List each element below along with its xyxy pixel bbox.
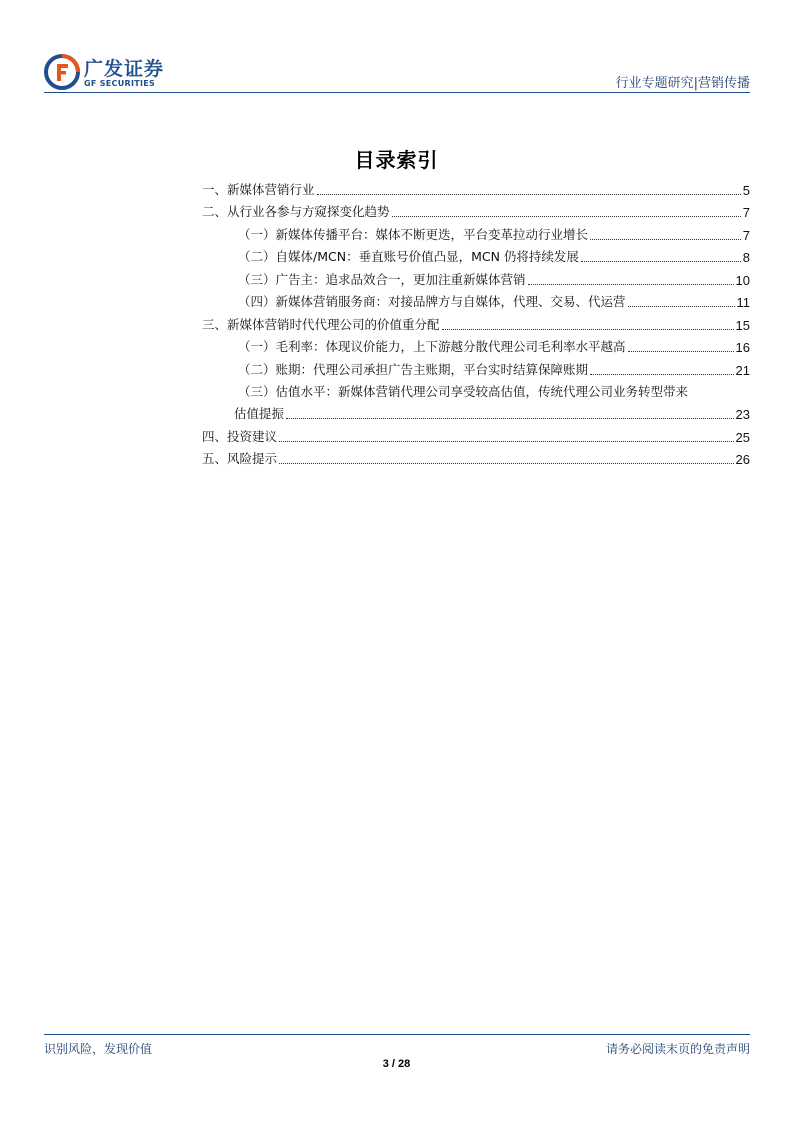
table-of-contents — [202, 177, 750, 469]
toc-entry-2[interactable] — [202, 200, 750, 223]
page-header — [44, 52, 750, 92]
report-category: 行业专题研究|营销传播 — [615, 76, 750, 91]
toc-entry-2-1[interactable] — [202, 222, 750, 245]
logo-english-name: GF SECURITIES — [84, 79, 156, 88]
toc-entry-text: （一）新媒体传播平台：媒体不断更迭，平台变革拉动行业增长 — [238, 226, 589, 242]
toc-leader — [286, 418, 734, 419]
page-number: 3 / 28 — [382, 1058, 411, 1070]
toc-entry-page: 7 — [742, 205, 750, 220]
toc-leader — [317, 194, 741, 195]
toc-entry-text: 二、从行业各参与方窥探变化趋势 — [202, 204, 390, 219]
toc-entry-page: 10 — [735, 272, 750, 288]
toc-leader — [392, 216, 741, 217]
toc-entry-text: 五、风险提示 — [202, 451, 278, 466]
toc-leader — [628, 351, 734, 352]
toc-entry-page: 16 — [735, 340, 750, 355]
toc-leader — [590, 239, 741, 240]
toc-entry-5[interactable] — [202, 447, 750, 470]
toc-entry-2-3[interactable] — [202, 267, 750, 290]
toc-entry-3-2[interactable] — [202, 357, 750, 380]
company-logo — [44, 54, 184, 88]
toc-entry-page: 26 — [735, 452, 750, 467]
toc-entry-page: 8 — [742, 250, 750, 265]
toc-entry-text: 一、新媒体营销行业 — [202, 181, 315, 197]
toc-entry-page: 5 — [742, 182, 750, 198]
toc-entry-3-1[interactable] — [202, 335, 750, 358]
toc-entry-text: 估值提振 — [234, 406, 285, 421]
toc-leader — [628, 306, 735, 307]
toc-entry-3[interactable] — [202, 312, 750, 335]
toc-entry-page: 23 — [735, 407, 750, 422]
toc-entry-1[interactable] — [202, 177, 750, 200]
footer-slogan: 识别风险，发现价值 — [44, 1042, 153, 1056]
toc-entry-text: （二）账期：代理公司承担广告主账期，平台实时结算保障账期 — [238, 361, 589, 377]
toc-entry-page: 15 — [735, 317, 750, 333]
toc-entry-page: 7 — [742, 227, 750, 243]
toc-entry-3-3-continued[interactable] — [202, 402, 750, 425]
toc-entry-3-3[interactable] — [202, 380, 750, 402]
toc-leader — [279, 463, 734, 464]
toc-title: 目录索引 — [354, 148, 439, 172]
footer-divider — [44, 1034, 750, 1035]
toc-entry-text: （一）毛利率：体现议价能力，上下游越分散代理公司毛利率水平越高 — [238, 339, 626, 354]
toc-leader — [528, 284, 734, 285]
toc-leader — [442, 329, 734, 330]
toc-entry-text: （二）自媒体/MCN：垂直账号价值凸显，MCN 仍将持续发展 — [238, 249, 579, 264]
toc-entry-4[interactable] — [202, 424, 750, 447]
logo-chinese-name: 广发证券 — [84, 58, 165, 80]
toc-entry-text: 四、投资建议 — [202, 428, 278, 444]
toc-entry-text: （四）新媒体营销服务商：对接品牌方与自媒体，代理、交易、代运营 — [238, 294, 626, 309]
toc-entry-text: （三）估值水平：新媒体营销代理公司享受较高估值，传统代理公司业务转型带来 — [238, 383, 689, 399]
toc-leader — [581, 261, 741, 262]
toc-entry-2-4[interactable] — [202, 290, 750, 313]
gf-logo-icon — [44, 54, 80, 90]
toc-entry-page: 11 — [736, 295, 750, 310]
toc-entry-2-2[interactable] — [202, 245, 750, 268]
toc-entry-text: 三、新媒体营销时代代理公司的价值重分配 — [202, 316, 440, 332]
toc-entry-page: 25 — [735, 429, 750, 445]
toc-entry-text: （三）广告主：追求品效合一，更加注重新媒体营销 — [238, 271, 526, 287]
footer-disclaimer-notice: 请务必阅读末页的免责声明 — [605, 1042, 750, 1056]
toc-leader — [590, 374, 734, 375]
toc-leader — [279, 441, 734, 442]
toc-entry-page: 21 — [735, 362, 750, 378]
header-divider — [44, 92, 750, 93]
